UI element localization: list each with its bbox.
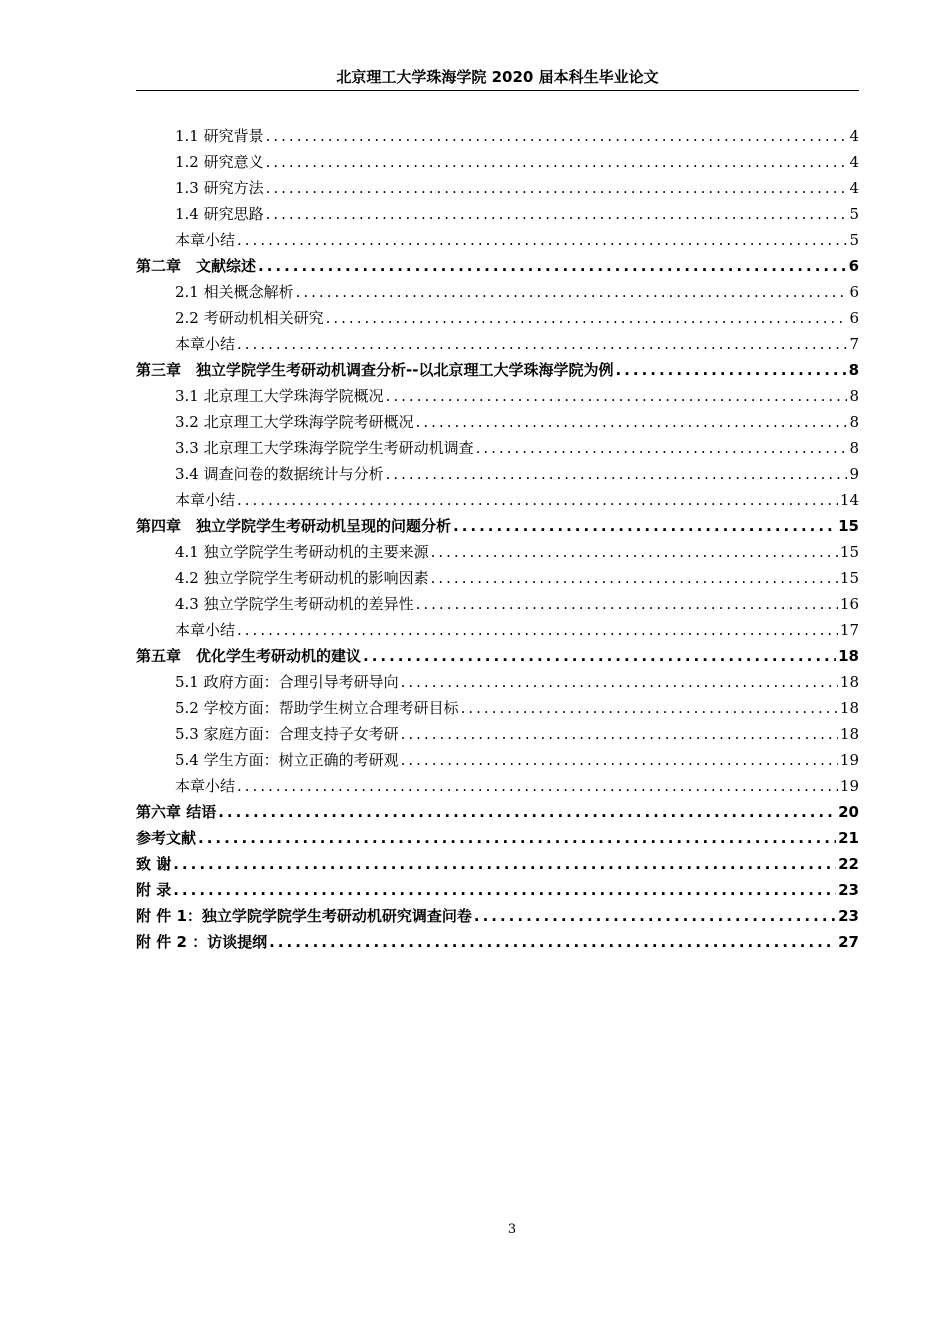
toc-entry-title: 3.2 北京理工大学珠海学院考研概况 — [175, 413, 414, 431]
toc-entry[interactable] — [136, 721, 859, 747]
toc-dot-leader — [453, 513, 836, 539]
toc-chapter-page: 23 — [838, 907, 859, 925]
toc-entry[interactable] — [136, 773, 859, 799]
toc-chapter-title: 附 件 2 ：访谈提纲 — [136, 933, 268, 951]
toc-dot-leader — [431, 539, 838, 565]
toc-entry[interactable] — [136, 591, 859, 617]
toc-entry-title: 1.4 研究思路 — [175, 205, 264, 223]
toc-entry-title: 1.1 研究背景 — [175, 127, 264, 145]
toc-chapter-page: 27 — [838, 933, 859, 951]
toc-chapter-title: 参考文献 — [136, 829, 197, 847]
toc-chapter-page: 18 — [838, 647, 859, 665]
toc-dot-leader — [474, 903, 836, 929]
toc-dot-leader — [237, 617, 838, 643]
toc-entry-page: 19 — [839, 777, 859, 795]
toc-entry-page: 6 — [849, 309, 859, 327]
toc-entry-title: 5.4 学生方面：树立正确的考研观 — [175, 751, 399, 769]
toc-chapter-page: 21 — [838, 829, 859, 847]
toc-dot-leader — [326, 305, 848, 331]
page-number: 3 — [507, 1222, 517, 1237]
toc-dot-leader — [461, 695, 838, 721]
toc-dot-leader — [416, 409, 848, 435]
toc-entry[interactable] — [136, 175, 859, 201]
toc-entry-page: 15 — [839, 543, 859, 561]
toc-dot-leader — [476, 435, 848, 461]
toc-entry-title: 本章小结 — [175, 491, 236, 509]
toc-chapter[interactable] — [136, 357, 859, 383]
toc-dot-leader — [198, 825, 836, 851]
toc-chapter-page: 22 — [838, 855, 859, 873]
toc-entry-page: 19 — [839, 751, 859, 769]
toc-entry-title: 5.2 学校方面：帮助学生树立合理考研目标 — [175, 699, 459, 717]
toc-dot-leader — [173, 851, 836, 877]
toc-dot-leader — [416, 591, 838, 617]
table-of-contents — [136, 123, 859, 955]
toc-entry-page: 17 — [839, 621, 859, 639]
toc-entry[interactable] — [136, 747, 859, 773]
toc-entry-title: 3.4 调查问卷的数据统计与分析 — [175, 465, 384, 483]
toc-entry[interactable] — [136, 539, 859, 565]
toc-entry-page: 6 — [849, 283, 859, 301]
toc-entry[interactable] — [136, 695, 859, 721]
toc-entry[interactable] — [136, 201, 859, 227]
toc-chapter-page: 23 — [838, 881, 859, 899]
toc-dot-leader — [401, 747, 838, 773]
toc-chapter-page: 20 — [838, 803, 859, 821]
toc-entry-title: 3.3 北京理工大学珠海学院学生考研动机调查 — [175, 439, 474, 457]
toc-entry[interactable] — [136, 617, 859, 643]
toc-entry-page: 14 — [839, 491, 859, 509]
toc-entry[interactable] — [136, 279, 859, 305]
toc-entry[interactable] — [136, 149, 859, 175]
toc-entry-page: 8 — [849, 387, 859, 405]
toc-entry-page: 4 — [849, 153, 859, 171]
toc-chapter-title: 附 录 — [136, 881, 172, 899]
toc-entry[interactable] — [136, 331, 859, 357]
toc-entry[interactable] — [136, 435, 859, 461]
toc-dot-leader — [266, 123, 848, 149]
toc-entry-title: 本章小结 — [175, 621, 236, 639]
toc-entry[interactable] — [136, 123, 859, 149]
toc-dot-leader — [296, 279, 848, 305]
toc-dot-leader — [615, 357, 846, 383]
toc-entry-page: 15 — [839, 569, 859, 587]
toc-entry[interactable] — [136, 305, 859, 331]
toc-dot-leader — [237, 227, 847, 253]
toc-chapter[interactable] — [136, 513, 859, 539]
toc-entry-page: 18 — [839, 673, 859, 691]
toc-entry-page: 8 — [849, 413, 859, 431]
toc-entry[interactable] — [136, 669, 859, 695]
toc-dot-leader — [269, 929, 836, 955]
toc-entry-page: 8 — [849, 439, 859, 457]
toc-chapter-page: 15 — [838, 517, 859, 535]
toc-dot-leader — [258, 253, 847, 279]
toc-entry-page: 5 — [849, 231, 859, 249]
toc-chapter[interactable] — [136, 253, 859, 279]
toc-dot-leader — [431, 565, 838, 591]
page-header — [136, 68, 859, 91]
toc-entry-title: 5.1 政府方面：合理引导考研导向 — [175, 673, 399, 691]
toc-chapter-page: 6 — [848, 257, 859, 275]
toc-dot-leader — [266, 175, 848, 201]
toc-entry-title: 4.3 独立学院学生考研动机的差异性 — [175, 595, 414, 613]
toc-chapter[interactable] — [136, 643, 859, 669]
toc-chapter[interactable] — [136, 877, 859, 903]
toc-entry[interactable] — [136, 409, 859, 435]
toc-chapter[interactable] — [136, 799, 859, 825]
toc-dot-leader — [266, 149, 848, 175]
toc-entry-title: 本章小结 — [175, 335, 236, 353]
toc-entry-title: 本章小结 — [175, 231, 236, 249]
header-title: 北京理工大学珠海学院 2020 届本科生毕业论文 — [336, 68, 659, 86]
toc-entry-title: 5.3 家庭方面：合理支持子女考研 — [175, 725, 399, 743]
toc-entry-title: 2.1 相关概念解析 — [175, 283, 294, 301]
toc-dot-leader — [237, 331, 847, 357]
toc-chapter-title: 附 件 1：独立学院学院学生考研动机研究调查问卷 — [136, 907, 472, 925]
toc-dot-leader — [266, 201, 848, 227]
toc-entry-page: 7 — [849, 335, 859, 353]
toc-chapter[interactable] — [136, 929, 859, 955]
toc-dot-leader — [401, 721, 838, 747]
toc-entry-page: 4 — [849, 179, 859, 197]
toc-entry[interactable] — [136, 227, 859, 253]
toc-chapter[interactable] — [136, 825, 859, 851]
toc-dot-leader — [386, 383, 848, 409]
toc-entry-page: 18 — [839, 725, 859, 743]
toc-entry-title: 4.1 独立学院学生考研动机的主要来源 — [175, 543, 429, 561]
toc-dot-leader — [218, 799, 836, 825]
toc-chapter-page: 8 — [848, 361, 859, 379]
toc-entry-title: 2.2 考研动机相关研究 — [175, 309, 324, 327]
toc-chapter-title: 第三章 独立学院学生考研动机调查分析--以北京理工大学珠海学院为例 — [136, 361, 614, 379]
toc-dot-leader — [173, 877, 836, 903]
toc-dot-leader — [401, 669, 838, 695]
toc-entry-page: 16 — [839, 595, 859, 613]
toc-entry[interactable] — [136, 383, 859, 409]
toc-chapter-title: 致 谢 — [136, 855, 172, 873]
toc-entry-page: 18 — [839, 699, 859, 717]
toc-entry-title: 1.3 研究方法 — [175, 179, 264, 197]
toc-entry-title: 本章小结 — [175, 777, 236, 795]
toc-entry[interactable] — [136, 565, 859, 591]
toc-dot-leader — [363, 643, 836, 669]
toc-entry[interactable] — [136, 461, 859, 487]
toc-dot-leader — [237, 487, 838, 513]
toc-chapter-title: 第六章 结语 — [136, 803, 217, 821]
toc-entry-page: 9 — [849, 465, 859, 483]
toc-entry-title: 3.1 北京理工大学珠海学院概况 — [175, 387, 384, 405]
toc-chapter-title: 第二章 文献综述 — [136, 257, 257, 275]
toc-chapter[interactable] — [136, 903, 859, 929]
toc-entry-title: 4.2 独立学院学生考研动机的影响因素 — [175, 569, 429, 587]
toc-chapter[interactable] — [136, 851, 859, 877]
toc-chapter-title: 第四章 独立学院学生考研动机呈现的问题分析 — [136, 517, 452, 535]
toc-entry-page: 4 — [849, 127, 859, 145]
toc-entry-page: 5 — [849, 205, 859, 223]
toc-dot-leader — [237, 773, 838, 799]
toc-chapter-title: 第五章 优化学生考研动机的建议 — [136, 647, 362, 665]
toc-dot-leader — [386, 461, 848, 487]
toc-entry-title: 1.2 研究意义 — [175, 153, 264, 171]
toc-entry[interactable] — [136, 487, 859, 513]
